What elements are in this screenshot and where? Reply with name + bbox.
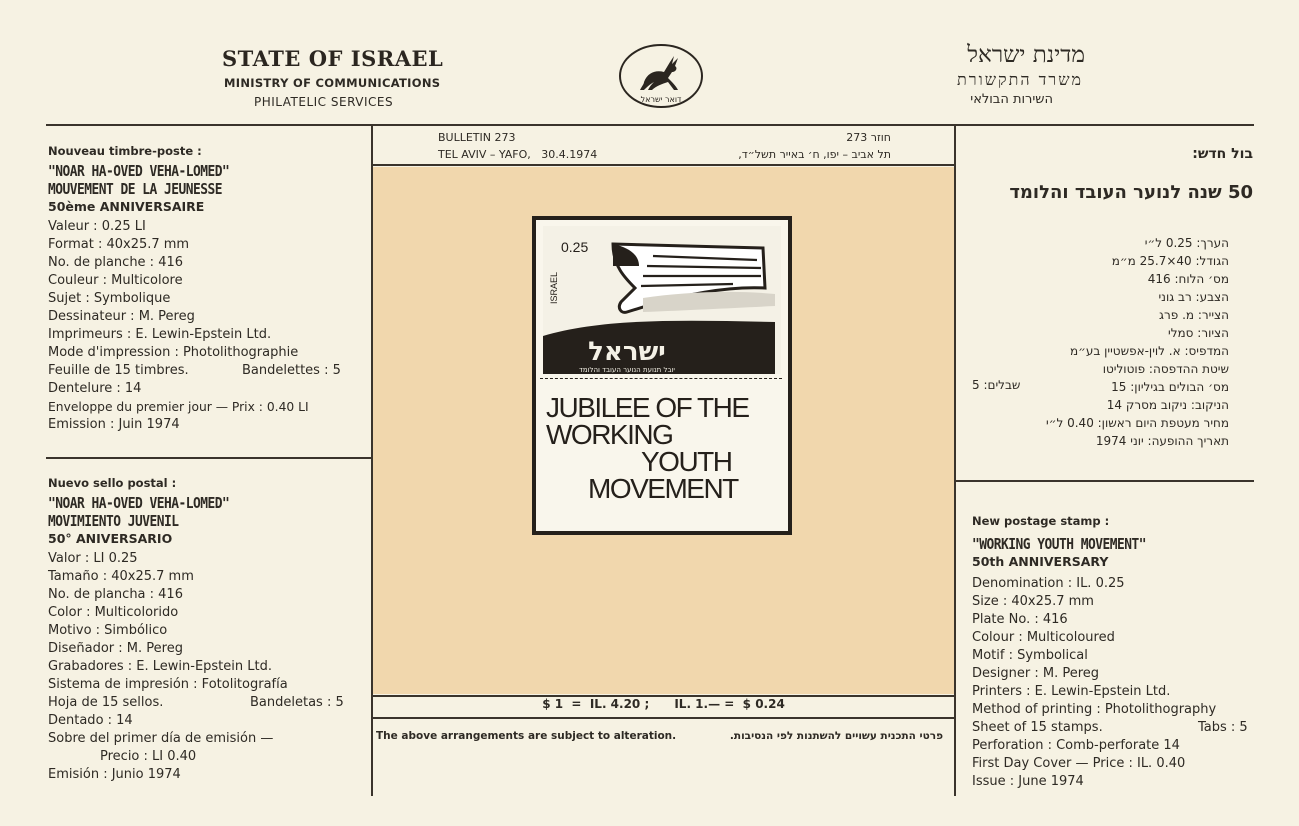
french-intro: Nouveau timbre-poste : bbox=[48, 144, 202, 158]
top-rule bbox=[46, 124, 1254, 126]
header-title-he: מדינת ישראל bbox=[967, 42, 1085, 68]
spanish-row: Tamaño : 40x25.7 mm bbox=[48, 569, 194, 584]
hebrew-row: מס׳ הלוח: 416 bbox=[1147, 272, 1229, 286]
english-intro: New postage stamp : bbox=[972, 514, 1110, 528]
spanish-row: Motivo : Simbólico bbox=[48, 623, 168, 638]
hebrew-row: שיטת ההדפסה: פוטוליטו bbox=[1102, 362, 1229, 376]
french-row: Couleur : Multicolore bbox=[48, 273, 183, 288]
english-row: Method of printing : Photolithography bbox=[972, 702, 1217, 717]
french-title-1: "NOAR HA-OVED VEHA-LOMED" bbox=[48, 162, 230, 180]
hebrew-row: הצייר: מ. פרג bbox=[1159, 308, 1229, 322]
hebrew-row: המדפיס: א. לוין-אפשטיין בע״מ bbox=[1070, 344, 1229, 358]
stamp-israel-he: ישראל bbox=[588, 337, 666, 367]
spanish-row: Precio : LI 0.40 bbox=[100, 749, 197, 764]
note-he: פרטי התכנית עשויים להשתנות לפי הנסיבות. bbox=[729, 730, 943, 742]
hebrew-row: הניקוב: ניקוב מסרק 14 bbox=[1106, 398, 1229, 412]
hebrew-section bbox=[953, 146, 1253, 221]
english-row: Printers : E. Lewin-Epstein Ltd. bbox=[972, 684, 1171, 699]
spanish-tabs: Bandeletas : 5 bbox=[250, 695, 344, 710]
french-row: Feuille de 15 timbres. bbox=[48, 363, 189, 378]
french-tabs: Bandelettes : 5 bbox=[242, 363, 341, 378]
english-row: Colour : Multicoloured bbox=[972, 630, 1115, 645]
hebrew-row: תאריך ההופעה: יוני 1974 bbox=[1095, 434, 1229, 448]
hebrew-title: 50 שנה לנוער העובד והלומד bbox=[1009, 182, 1253, 203]
english-section bbox=[972, 512, 1272, 791]
left-section-divider bbox=[46, 457, 372, 459]
note-en: The above arrangements are subject to alteration. bbox=[376, 730, 677, 742]
hebrew-details bbox=[989, 234, 1229, 450]
english-row: Issue : June 1974 bbox=[972, 774, 1084, 789]
english-tabs: Tabs : 5 bbox=[1198, 720, 1248, 735]
stamp-value: 0.25 bbox=[561, 239, 589, 255]
hebrew-tabs: שבלים: 5 bbox=[972, 378, 1021, 392]
french-anniversary: 50ème ANNIVERSAIRE bbox=[48, 199, 205, 214]
french-row: Dessinateur : M. Pereg bbox=[48, 309, 195, 324]
hebrew-row: הצבע: רב גוני bbox=[1158, 290, 1229, 304]
spanish-row: Grabadores : E. Lewin-Epstein Ltd. bbox=[48, 659, 272, 674]
english-row: Denomination : IL. 0.25 bbox=[972, 576, 1125, 591]
english-row: Size : 40x25.7 mm bbox=[972, 594, 1094, 609]
french-row: Enveloppe du premier jour — Prix : 0.40 LI bbox=[48, 400, 309, 414]
stamp-caption-he: יובל תנועת הנוער העובד והלומד bbox=[579, 366, 675, 374]
spanish-row: Dentado : 14 bbox=[48, 713, 133, 728]
stamp-design bbox=[543, 226, 781, 374]
spanish-row: Color : Multicolorido bbox=[48, 605, 179, 620]
french-row: Dentelure : 14 bbox=[48, 381, 142, 396]
french-section bbox=[48, 142, 368, 434]
french-row: No. de planche : 416 bbox=[48, 255, 184, 270]
rate-bottom-rule bbox=[372, 717, 955, 719]
english-row: Designer : M. Pereg bbox=[972, 666, 1100, 681]
english-row: Motif : Symbolical bbox=[972, 648, 1088, 663]
right-section-divider bbox=[955, 480, 1254, 482]
spanish-intro: Nuevo sello postal : bbox=[48, 476, 177, 490]
hebrew-row: הערך: 0.25 ל״י bbox=[1144, 236, 1229, 250]
spanish-title-2: MOVIMIENTO JUVENIL bbox=[48, 512, 179, 530]
spanish-row: Diseñador : M. Pereg bbox=[48, 641, 183, 656]
french-row: Sujet : Symbolique bbox=[48, 291, 171, 306]
exchange-rate: $ 1 = IL. 4.20 ; IL. 1.— = $ 0.24 bbox=[542, 697, 785, 711]
spanish-title-1: "NOAR HA-OVED VEHA-LOMED" bbox=[48, 494, 230, 512]
header-title-en: STATE OF ISRAEL bbox=[222, 46, 444, 71]
stamp-tab-text bbox=[546, 394, 749, 502]
spanish-row: Sistema de impresión : Fotolitografía bbox=[48, 677, 288, 692]
french-row: Emission : Juin 1974 bbox=[48, 417, 180, 432]
tab-line: MOVEMENT bbox=[588, 473, 738, 504]
header-service-he: השירות הבולאי bbox=[970, 92, 1053, 107]
english-row: Plate No. : 416 bbox=[972, 612, 1068, 627]
tab-line: WORKING bbox=[546, 419, 673, 450]
english-row: Perforation : Comb-perforate 14 bbox=[972, 738, 1180, 753]
hebrew-row: הגודל: 40×25.7 מ״מ bbox=[1111, 254, 1229, 268]
english-title-1: "WORKING YOUTH MOVEMENT" bbox=[972, 535, 1147, 553]
english-anniversary: 50th ANNIVERSARY bbox=[972, 554, 1109, 569]
spanish-row: Hoja de 15 sellos. bbox=[48, 695, 164, 710]
bulletin-number-en: BULLETIN 273 bbox=[438, 131, 516, 144]
gazelle-emblem-icon bbox=[618, 42, 704, 110]
hebrew-row: מס׳ הבולים בגיליון: 15 bbox=[1111, 380, 1229, 394]
header-service-en: PHILATELIC SERVICES bbox=[254, 95, 394, 109]
spanish-row: Emisión : Junio 1974 bbox=[48, 767, 181, 782]
bulletin-place-date-en: TEL AVIV – YAFO, 30.4.1974 bbox=[438, 148, 598, 161]
stamp-israel-en: ISRAEL bbox=[549, 271, 559, 304]
hebrew-row: מחיר מעטפת היום ראשון: 0.40 ל״י bbox=[1046, 416, 1229, 430]
tab-line: YOUTH bbox=[641, 446, 732, 477]
french-title-2: MOUVEMENT DE LA JEUNESSE bbox=[48, 180, 223, 198]
header-ministry-en: MINISTRY OF COMMUNICATIONS bbox=[224, 76, 441, 90]
bulletin-place-date-he: תל אביב – יפו, ח׳ באייר תשל״ד, bbox=[738, 148, 891, 161]
hebrew-row: הציור: סמלי bbox=[1168, 326, 1229, 340]
bulletin-number-he: חוזר 273 bbox=[846, 131, 891, 144]
spanish-anniversary: 50° ANIVERSARIO bbox=[48, 531, 173, 546]
english-row: First Day Cover — Price : IL. 0.40 bbox=[972, 756, 1186, 771]
spanish-row: No. de plancha : 416 bbox=[48, 587, 183, 602]
french-row: Mode d'impression : Photolithographie bbox=[48, 345, 299, 360]
bulletin-bottom-rule bbox=[372, 164, 955, 166]
spanish-row: Valor : LI 0.25 bbox=[48, 551, 138, 566]
tab-line: JUBILEE OF THE bbox=[546, 392, 749, 423]
spanish-section bbox=[48, 474, 368, 784]
french-row: Imprimeurs : E. Lewin-Epstein Ltd. bbox=[48, 327, 272, 342]
french-row: Format : 40x25.7 mm bbox=[48, 237, 190, 252]
stamp-perforation bbox=[540, 378, 782, 379]
hebrew-intro: בול חדש: bbox=[1192, 146, 1253, 162]
spanish-row: Sobre del primer día de emisión — bbox=[48, 731, 274, 746]
header-ministry-he: משרד התקשורת bbox=[956, 70, 1083, 89]
emblem-text: דואר ישראל bbox=[640, 95, 682, 104]
english-row: Sheet of 15 stamps. bbox=[972, 720, 1103, 735]
french-row: Valeur : 0.25 LI bbox=[48, 219, 146, 234]
